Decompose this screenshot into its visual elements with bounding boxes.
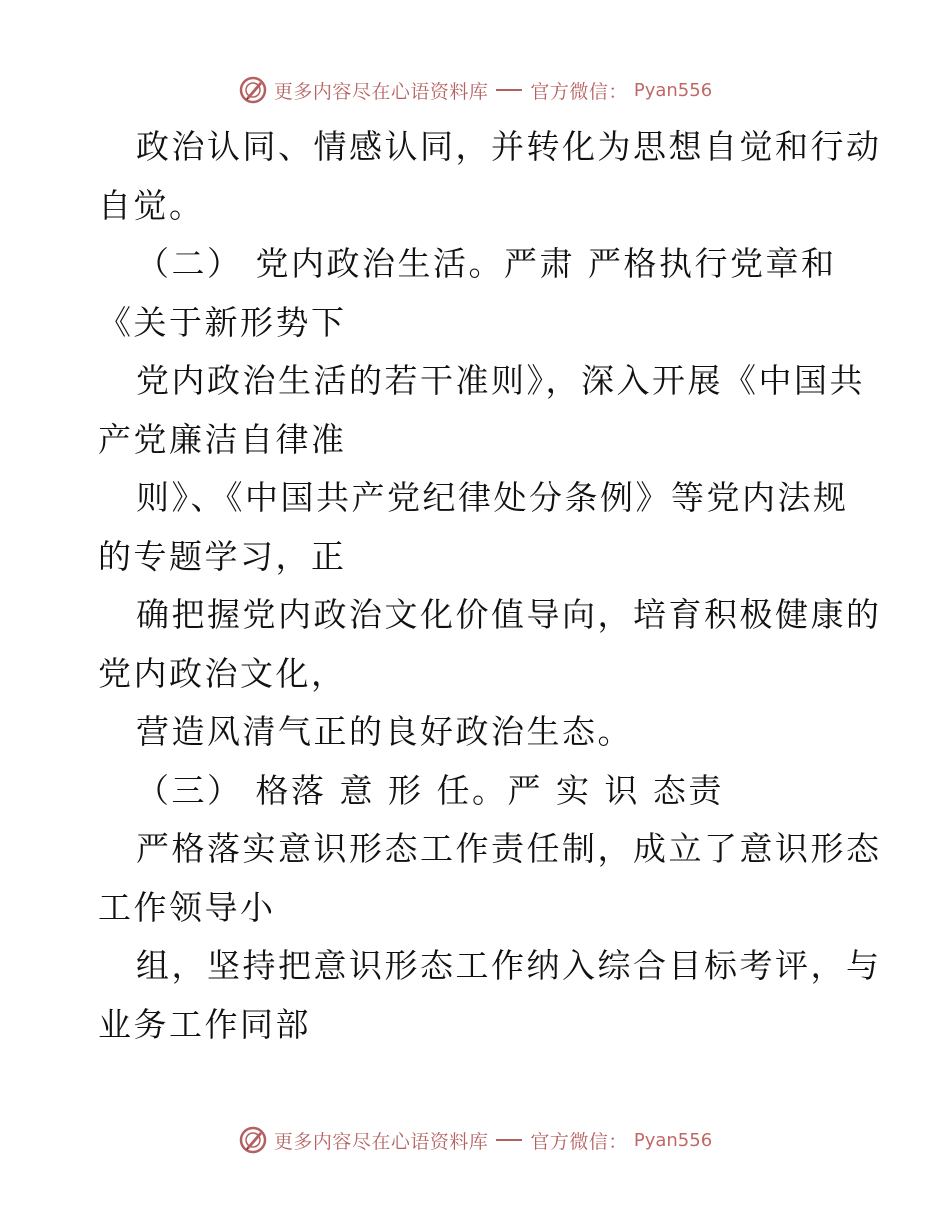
pen-logo-icon xyxy=(238,75,268,105)
text-line: 组，坚持把意识形态工作纳入综合目标考评，与 xyxy=(136,946,882,985)
text-line: （二） 党内政治生活。严肃 严格执行党章和 xyxy=(136,244,837,283)
text-line: 的专题学习，正 xyxy=(98,536,347,576)
text-line: 党内政治文化， xyxy=(98,653,347,693)
text-line: 严格落实意识形态工作责任制，成立了意识形态 xyxy=(136,829,882,868)
watermark-suffix: 官方微信： xyxy=(530,1130,628,1153)
watermark-dash xyxy=(496,89,522,91)
watermark-suffix: 官方微信： xyxy=(530,80,628,103)
text-line: 党内政治生活的若干准则》，深入开展《中国共 xyxy=(136,361,865,400)
watermark-account: Pyan556 xyxy=(633,79,713,101)
text-line: 确把握党内政治文化价值导向，培育积极健康的 xyxy=(136,595,882,634)
watermark-account: Pyan556 xyxy=(633,1129,713,1151)
text-line: 产党廉洁自律准 xyxy=(98,419,347,459)
text-line: 工作领导小 xyxy=(98,887,276,927)
pen-logo-icon xyxy=(238,1125,268,1155)
text-line: 政治认同、情感认同，并转化为思想自觉和行动 xyxy=(136,127,882,166)
text-line: 则》、《中国共产党纪律处分条例》等党内法规 xyxy=(136,478,849,517)
text-line: 营造风清气正的良好政治生态。 xyxy=(136,712,633,751)
watermark-text: 更多内容尽在心语资料库 xyxy=(273,1130,489,1153)
footer-watermark xyxy=(0,1122,950,1158)
text-line: （三） 格落 意 形 任。严 实 识 态责 xyxy=(136,770,724,810)
header-watermark xyxy=(0,72,950,108)
document-body xyxy=(98,118,882,1054)
watermark-text: 更多内容尽在心语资料库 xyxy=(273,80,489,103)
text-line: 业务工作同部 xyxy=(98,1004,311,1044)
watermark-dash xyxy=(496,1139,522,1141)
text-line: 《关于新形势下 xyxy=(98,302,347,342)
text-line: 自觉。 xyxy=(98,185,205,225)
